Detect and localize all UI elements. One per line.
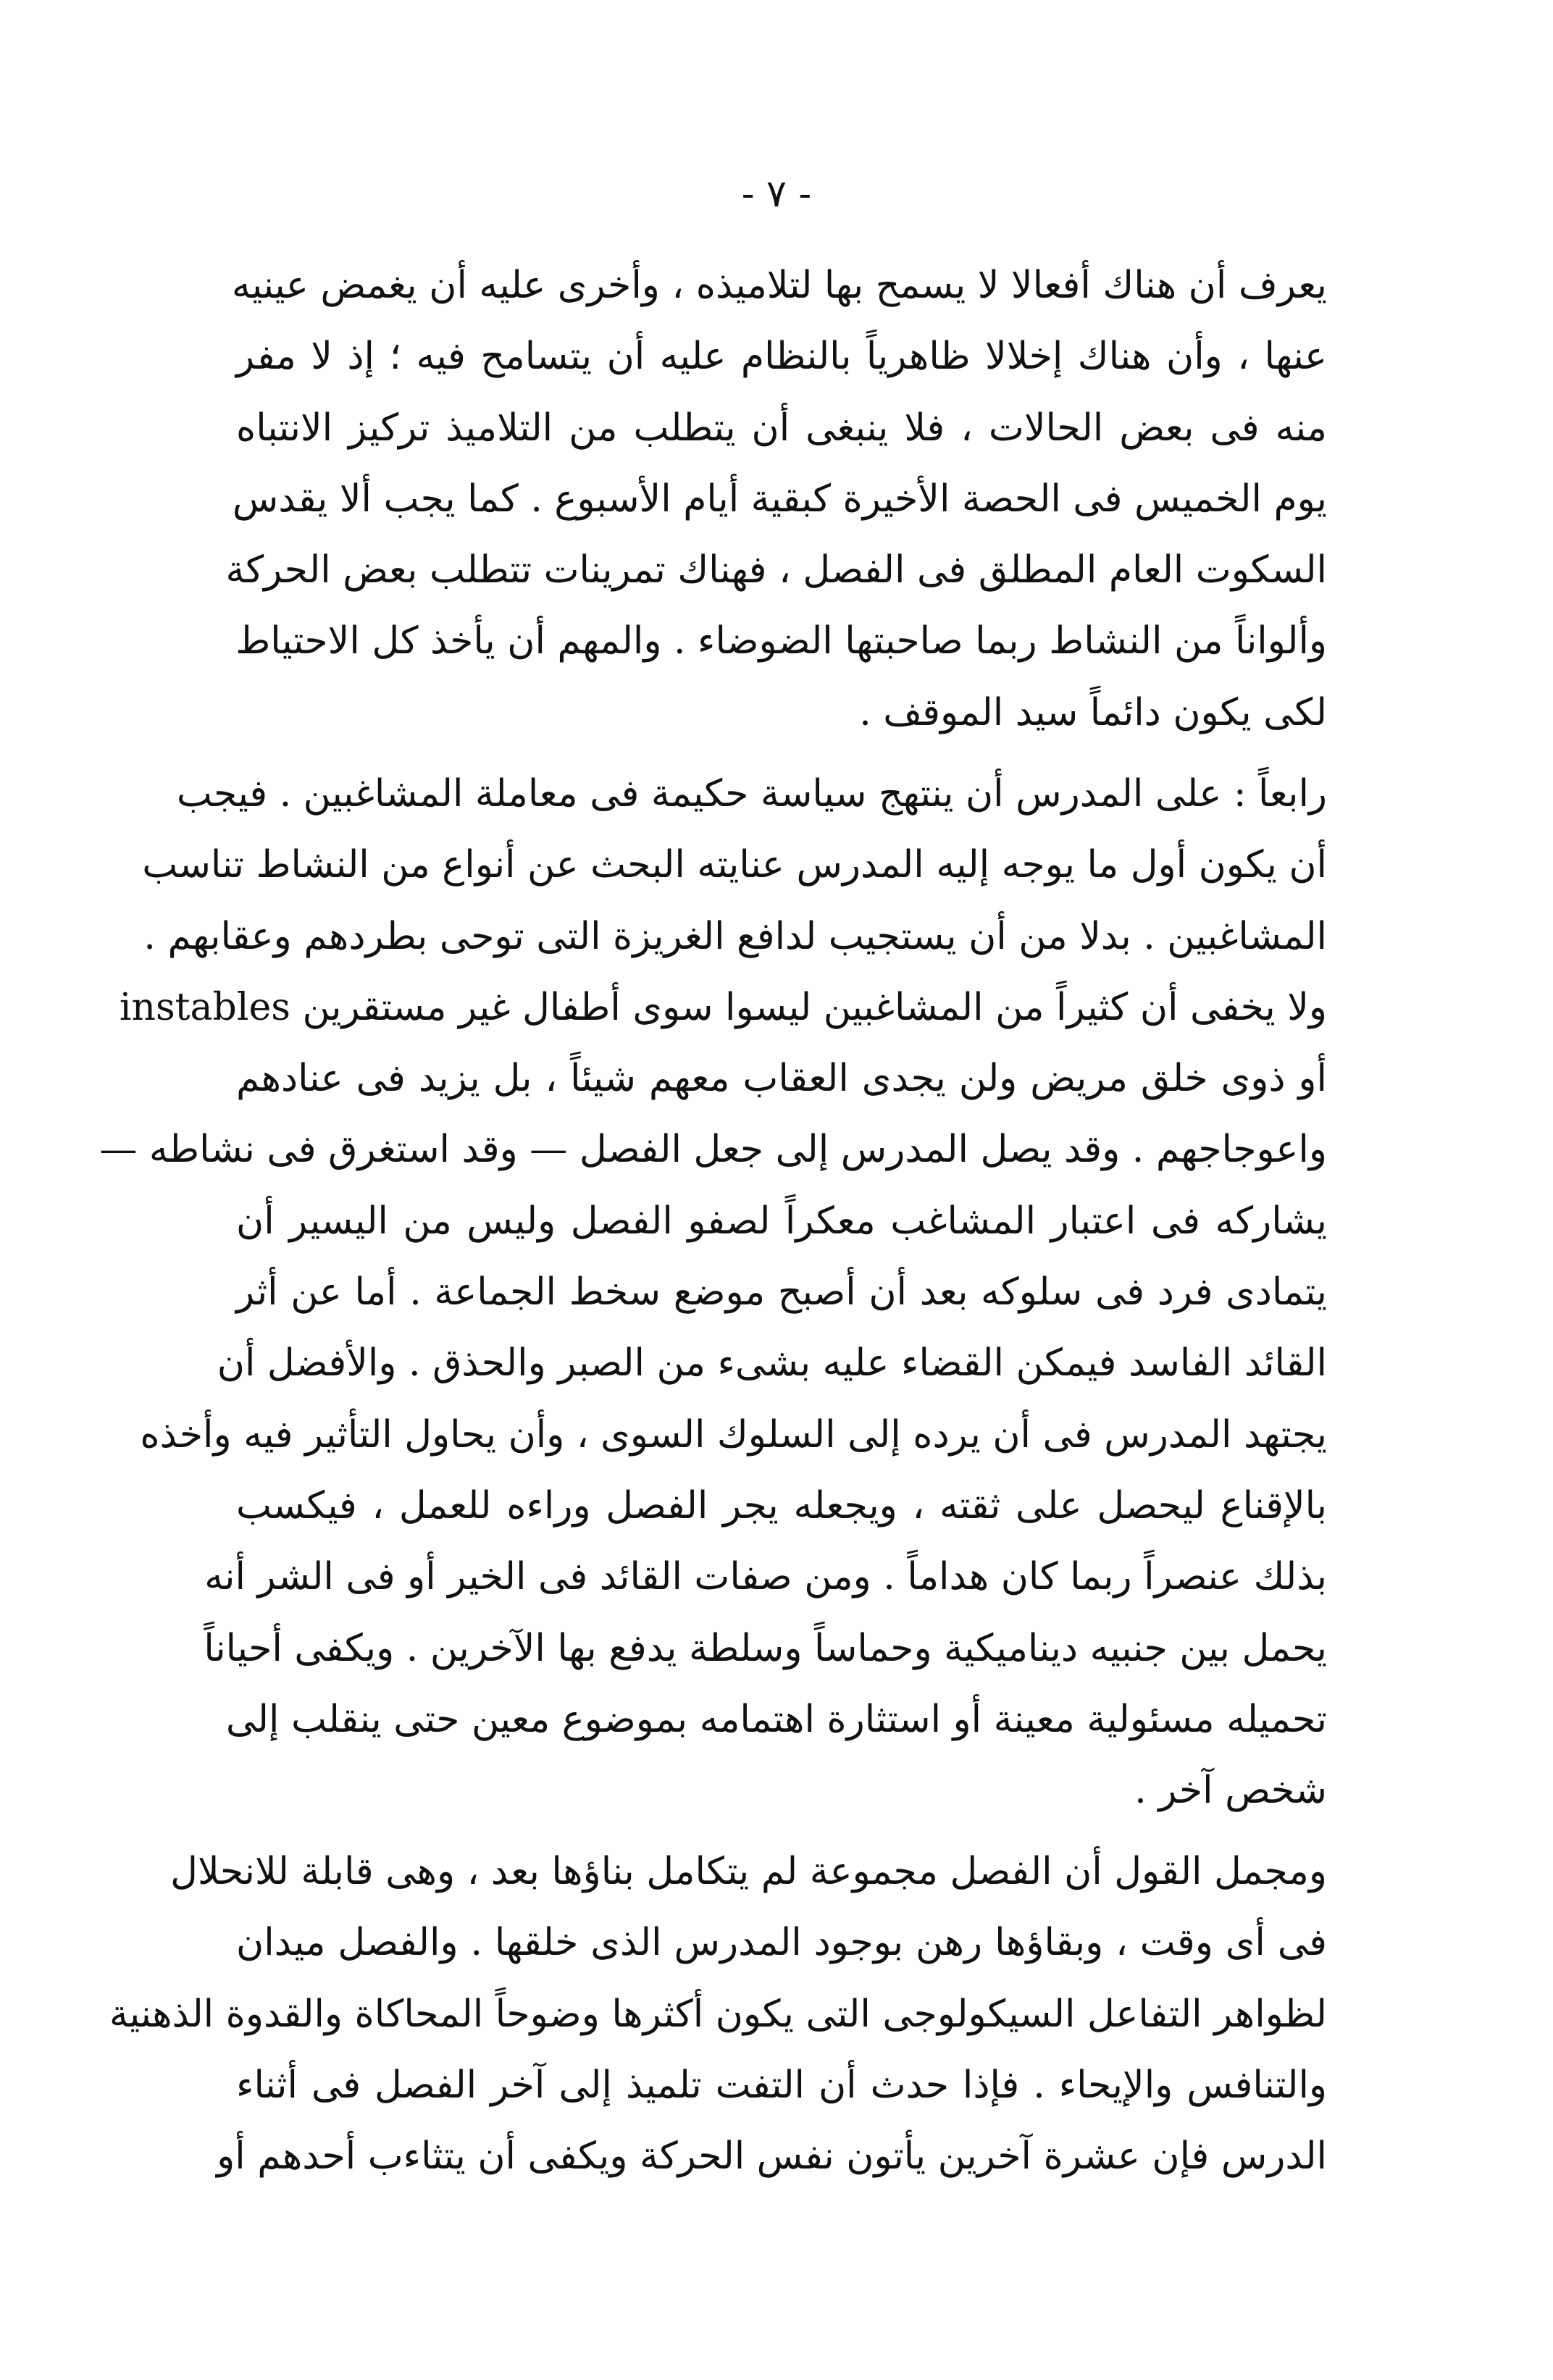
text-line: أو ذوى خلق مريض ولن يجدى العقاب معهم شيئاً ، بل يزيد فى عنادهم [236, 1057, 1327, 1101]
text-line: يتمادى فرد فى سلوكه بعد أن أصبح موضع سخط الجماعة . أما عن أثر [236, 1270, 1327, 1315]
text-line: ولا يخفى أن كثيراً من المشاغبين ليسوا سوى أطفال غير مستقرين instables [119, 985, 1327, 1029]
text-line: رابعاً : على المدرس أن ينتهج سياسة حكيمة فى معاملة المشاغبين . فيجب [176, 772, 1327, 816]
text-line: المشاغبين . بدلا من أن يستجيب لدافع الغريزة التى توحى بطردهم وعقابهم . [143, 914, 1327, 958]
text-line: بذلك عنصراً ربما كان هداماً . ومن صفات القائد فى الخير أو فى الشر أنه [204, 1555, 1327, 1599]
text-line: تحميله مسئولية معينة أو استثارة اهتمامه بموضوع معين حتى ينقلب إلى [225, 1697, 1327, 1741]
paragraph-2 [99, 758, 1327, 1826]
text-line: عنها ، وأن هناك إخلالا ظاهرياً بالنظام عليه أن يتسامح فيه ؛ إذ لا مفر [236, 335, 1327, 379]
text-line: أن يكون أول ما يوجه إليه المدرس عنايته البحث عن أنواع من النشاط تناسب [142, 843, 1327, 887]
text-line: يوم الخميس فى الحصة الأخيرة كبقية أيام الأسبوع . كما يجب ألا يقدس [232, 477, 1327, 521]
text-line: بالإقناع ليحصل على ثقته ، ويجعله يجر الفصل وراءه للعمل ، فيكسب [236, 1483, 1327, 1528]
text-line: يجتهد المدرس فى أن يرده إلى السلوك السوى ، وأن يحاول التأثير فيه وأخذه [140, 1412, 1327, 1457]
page-number: - ٧ - [741, 172, 812, 216]
text-line: السكوت العام المطلق فى الفصل ، فهناك تمرينات تتطلب بعض الحركة [225, 548, 1327, 592]
text-line: الدرس فإن عشرة آخرين يأتون نفس الحركة ويكفى أن يتثاءب أحدهم أو [217, 2134, 1327, 2179]
text-line: لكى يكون دائماً سيد الموقف . [859, 690, 1327, 734]
text-line: منه فى بعض الحالات ، فلا ينبغى أن يتطلب من التلاميذ تركيز الانتباه [236, 406, 1327, 450]
text-line: لظواهر التفاعل السيكولوجى التى يكون أكثرها وضوحاً المحاكاة والقدوة الذهنية [109, 1992, 1327, 2036]
text-line: واعوجاجهم . وقد يصل المدرس إلى جعل الفصل — وقد استغرق فى نشاطه — [99, 1128, 1327, 1172]
text-line: يعرف أن هناك أفعالا لا يسمح بها لتلاميذه ، وأخرى عليه أن يغمض عينيه [231, 264, 1327, 307]
text-line: شخص آخر . [1134, 1769, 1327, 1813]
document-body [99, 250, 1327, 2179]
text-line: فى أى وقت ، وبقاؤها رهن بوجود المدرس الذى خلقها . والفصل ميدان [236, 1921, 1327, 1965]
text-line: ومجمل القول أن الفصل مجموعة لم يتكامل بناؤها بعد ، وهى قابلة للانحلال [170, 1850, 1327, 1893]
paragraph-1 [225, 250, 1327, 748]
paragraph-3 [109, 1836, 1327, 2192]
text-line: والتنافس والإيحاء . فإذا حدث أن التفت تلميذ إلى آخر الفصل فى أثناء [236, 2063, 1327, 2107]
text-line: يحمل بين جنبيه ديناميكية وحماساً وسلطة يدفع بها الآخرين . ويكفى أحياناً [204, 1626, 1327, 1670]
text-line: يشاركه فى اعتبار المشاغب معكراً لصفو الفصل وليس من اليسير أن [236, 1199, 1327, 1243]
text-line: القائد الفاسد فيمكن القضاء عليه بشىء من الصبر والحذق . والأفضل أن [217, 1341, 1327, 1386]
text-line: وألواناً من النشاط ربما صاحبتها الضوضاء . والمهم أن يأخذ كل الاحتياط [235, 619, 1327, 663]
